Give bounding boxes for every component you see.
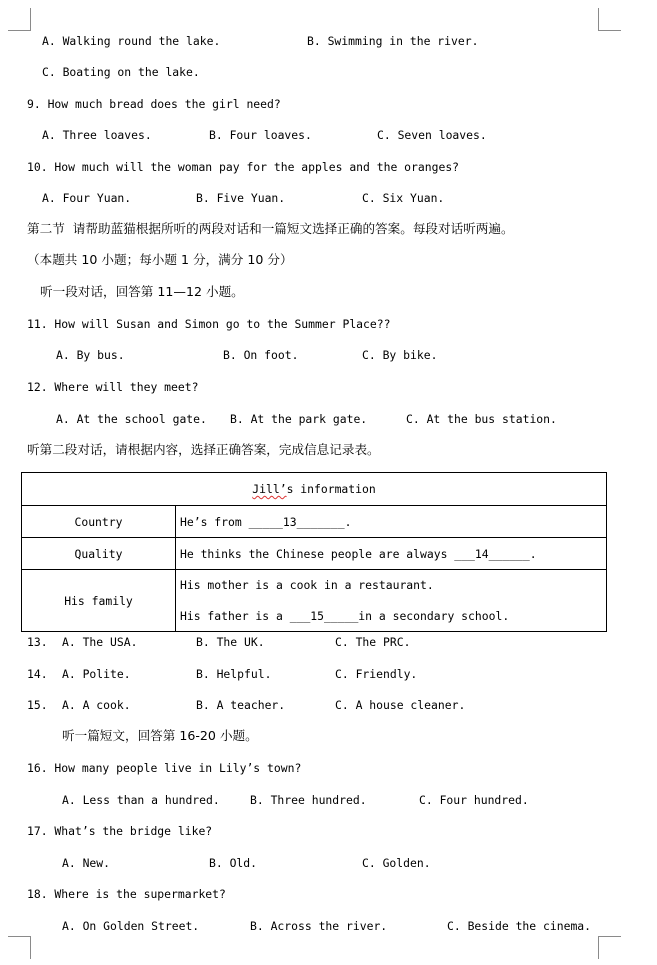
row-quality-label: Quality — [74, 547, 123, 561]
q17-option-b: B. Old. — [209, 856, 258, 870]
q16-option-b: B. Three hundred. — [250, 793, 367, 807]
table-title-name: Jill’ — [252, 482, 287, 496]
q9-question: 9. How much bread does the girl need? — [27, 97, 281, 111]
q11-question: 11. How will Susan and Simon go to the Summer Place?? — [27, 317, 391, 331]
table-column-divider — [175, 505, 176, 631]
q17-option-a: A. New. — [62, 856, 111, 870]
section2-note: （本题共 10 小题；每小题 1 分，满分 10 分） — [27, 252, 293, 267]
q11-option-b: B. On foot. — [223, 348, 299, 362]
q18-option-c: C. Beside the cinema. — [447, 919, 592, 933]
q17-question: 17. What’s the bridge like? — [27, 824, 213, 838]
row-country-label: Country — [74, 515, 123, 529]
q13-number: 13. — [27, 635, 48, 649]
row-quality-value: He thinks the Chinese people are always ___14______. — [180, 547, 537, 561]
q18-option-a: A. On Golden Street. — [62, 919, 200, 933]
q12-option-b: B. At the park gate. — [230, 412, 368, 426]
q16-question: 16. How many people live in Lily’s town? — [27, 761, 302, 775]
q13-option-b: B. The UK. — [196, 635, 265, 649]
q15-option-b: B. A teacher. — [196, 698, 286, 712]
table-divider — [22, 505, 606, 506]
table-title — [22, 481, 606, 497]
q9-option-a: A. Three loaves. — [42, 128, 152, 142]
q13-option-c: C. The PRC. — [335, 635, 411, 649]
q14-option-b: B. Helpful. — [196, 667, 272, 681]
q10-option-a: A. Four Yuan. — [42, 191, 132, 205]
dialog2-intro: 听第二段对话，请根据内容，选择正确答案，完成信息记录表。 — [27, 442, 380, 457]
q10-option-b: B. Five Yuan. — [196, 191, 286, 205]
q16-option-a: A. Less than a hundred. — [62, 793, 220, 807]
q15-option-c: C. A house cleaner. — [335, 698, 466, 712]
q9-option-b: B. Four loaves. — [209, 128, 312, 142]
q12-question: 12. Where will they meet? — [27, 380, 199, 394]
table-divider — [22, 537, 606, 538]
q16-option-c: C. Four hundred. — [419, 793, 529, 807]
q9-option-c: C. Seven loaves. — [377, 128, 487, 142]
q15-number: 15. — [27, 698, 48, 712]
q11-option-a: A. By bus. — [56, 348, 125, 362]
row-family-label: His family — [64, 594, 133, 608]
q12-option-a: A. At the school gate. — [56, 412, 207, 426]
info-table — [21, 472, 607, 632]
q14-option-a: A. Polite. — [62, 667, 131, 681]
row-country-value: He’s from _____13_______. — [180, 515, 352, 529]
section2-heading: 第二节 请帮助蓝猫根据所听的两段对话和一篇短文选择正确的答案。每段对话听两遍。 — [27, 221, 514, 236]
q10-option-c: C. Six Yuan. — [362, 191, 445, 205]
dialog1-intro: 听一段对话，回答第 11—12 小题。 — [40, 284, 244, 299]
table-title-rest: s information — [286, 482, 376, 496]
q18-question: 18. Where is the supermarket? — [27, 887, 226, 901]
row-family-father: His father is a ___15_____in a secondary school. — [180, 609, 510, 623]
q8-option-a: A. Walking round the lake. — [42, 34, 221, 48]
table-divider — [22, 569, 606, 570]
passage-intro: 听一篇短文，回答第 16-20 小题。 — [62, 728, 258, 743]
q8-option-c: C. Boating on the lake. — [42, 65, 200, 79]
q10-question: 10. How much will the woman pay for the apples and the oranges? — [27, 160, 460, 174]
crop-mark-bottom-left — [8, 936, 31, 959]
q8-option-b: B. Swimming in the river. — [307, 34, 479, 48]
q17-option-c: C. Golden. — [362, 856, 431, 870]
row-family-mother: His mother is a cook in a restaurant. — [180, 578, 434, 592]
crop-mark-top-right — [598, 8, 621, 31]
q18-option-b: B. Across the river. — [250, 919, 388, 933]
q14-number: 14. — [27, 667, 48, 681]
q12-option-c: C. At the bus station. — [406, 412, 557, 426]
q11-option-c: C. By bike. — [362, 348, 438, 362]
q14-option-c: C. Friendly. — [335, 667, 418, 681]
crop-mark-top-left — [8, 8, 31, 31]
q13-option-a: A. The USA. — [62, 635, 138, 649]
q15-option-a: A. A cook. — [62, 698, 131, 712]
crop-mark-bottom-right — [598, 936, 621, 959]
